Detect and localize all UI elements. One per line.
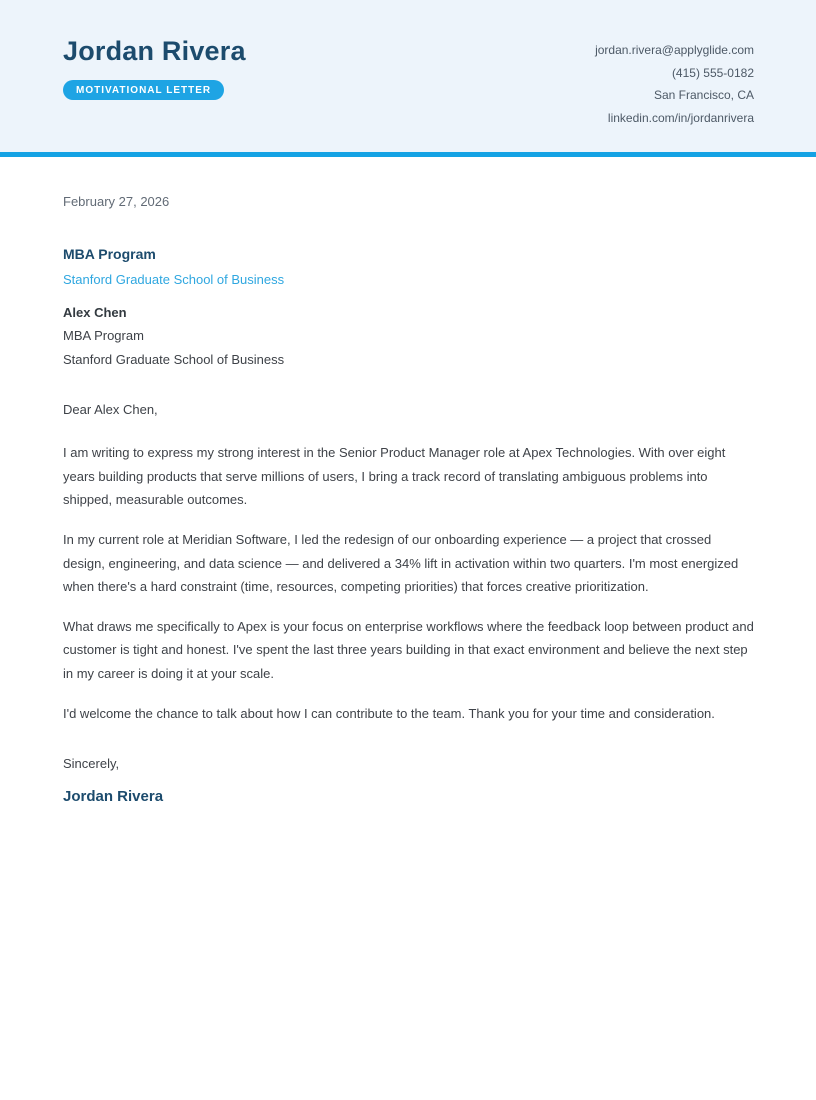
paragraph-experience: In my current role at Meridian Software, I led the redesign of our onboarding experience — a project that crossed design, engineering, and data science — and delivered a 34% lift in activation within two quarters. I'm most energized when there's a hard constraint (time, resources, competing priorities) that forces creative prioritization. bbox=[63, 531, 739, 595]
applicant-name: Jordan Rivera bbox=[63, 36, 246, 66]
recipient-program-title: MBA Program bbox=[63, 246, 156, 262]
header-left bbox=[63, 37, 246, 100]
recipient-school-link[interactable]: Stanford Graduate School of Business bbox=[63, 272, 285, 287]
paragraph-motivation: What draws me specifically to Apex is your focus on enterprise workflows where the feedback loop between product and customer is tight and honest. I've spent the last three years building in that exact environment and believe the next step in my career is doing it at your scale. bbox=[63, 618, 754, 681]
contact-email: jordan.rivera@applyglide.com bbox=[595, 43, 754, 57]
letter-date: February 27, 2026 bbox=[63, 194, 170, 209]
salutation: Dear Alex Chen, bbox=[63, 401, 158, 417]
recipient-contact-name: Alex Chen bbox=[63, 305, 127, 320]
closing: Sincerely, bbox=[63, 756, 120, 772]
signature-name: Jordan Rivera bbox=[63, 788, 164, 806]
letter-body bbox=[0, 157, 816, 805]
paragraph-callto-action: I'd welcome the chance to talk about how I can contribute to the team. Thank you for your time and consideration. bbox=[63, 705, 715, 721]
paragraph-intro: I am writing to express my strong interest in the Senior Product Manager role at Apex Technologies. With over eight years building products that serve millions of users, I bring a track record of translating ambiguous problems into shipped, measurable outcomes. bbox=[63, 445, 726, 508]
recipient-contact-role: MBA Program bbox=[63, 328, 144, 344]
recipient-contact-org: Stanford Graduate School of Business bbox=[63, 351, 285, 367]
recipient-address-block bbox=[63, 301, 754, 371]
contact-location: San Francisco, CA bbox=[653, 88, 754, 103]
contact-phone: (415) 555-0182 bbox=[671, 65, 754, 80]
contact-info bbox=[595, 37, 754, 130]
document-type-badge: MOTIVATIONAL LETTER bbox=[63, 80, 224, 100]
letter-header bbox=[0, 0, 816, 157]
contact-linkedin: linkedin.com/in/jordanrivera bbox=[607, 111, 754, 126]
